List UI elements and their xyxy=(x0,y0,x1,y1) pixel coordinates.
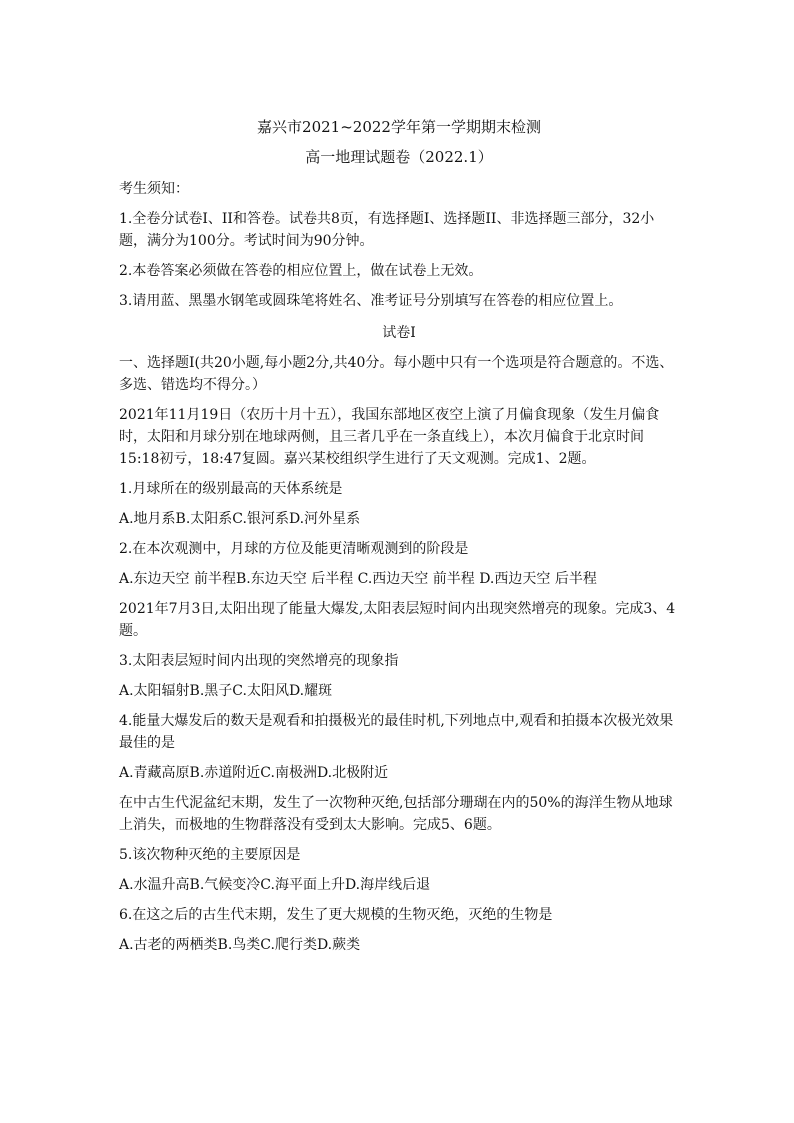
question-5-stem: 5.该次物种灭绝的主要原因是 xyxy=(119,847,301,863)
passage-1: 2021年11月19日（农历十月十五），我国东部地区夜空上演了月偏食现象（发生月偏食时，太阳和月球分别在地球两侧，且三者几乎在一条直线上），本次月偏食于北京时间15:18初亏，18:47复圆。嘉兴某校组织学生进行了天文观测。完成1、2题。 xyxy=(119,407,660,467)
question-3-stem: 3.太阳表层短时间内出现的突然增亮的现象指 xyxy=(119,653,399,669)
question-6-stem: 6.在这之后的古生代末期，发生了更大规模的生物灭绝，灭绝的生物是 xyxy=(119,907,553,923)
question-5-options: A.水温升高B.气候变冷C.海平面上升D.海岸线后退 xyxy=(119,877,431,893)
notice-item-2: 2.本卷答案必须做在答卷的相应位置上，做在试卷上无效。 xyxy=(119,263,483,279)
exam-subtitle: 高一地理试题卷（2022.1） xyxy=(305,148,493,166)
question-3-options: A.太阳辐射B.黑子C.太阳风D.耀斑 xyxy=(119,683,333,699)
question-4-options: A.青藏高原B.赤道附近C.南极洲D.北极附近 xyxy=(119,765,389,781)
notice-heading: 考生须知： xyxy=(119,181,189,197)
question-6-options: A.古老的两栖类B.鸟类C.爬行类D.蕨类 xyxy=(119,937,361,953)
passage-3: 在中古生代泥盆纪末期，发生了一次物种灭绝,包括部分珊瑚在内的50%的海洋生物从地球上消失，而极地的生物群落没有受到太大影响。完成5、6题。 xyxy=(119,795,673,833)
passage-2: 2021年7月3日,太阳出现了能量大爆发,太阳表层短时间内出现突然增亮的现象。完成3、4题。 xyxy=(119,601,676,639)
exam-content xyxy=(119,112,679,964)
question-1-options: A.地月系B.太阳系C.银河系D.河外星系 xyxy=(119,511,361,527)
question-4-stem: 4.能量大爆发后的数天是观看和拍摄极光的最佳时机,下列地点中,观看和拍摄本次极光效果最佳的是 xyxy=(119,713,674,751)
notice-item-3: 3.请用蓝、黑墨水钢笔或圆珠笔将姓名、准考证号分别填写在答卷的相应位置上。 xyxy=(119,293,623,309)
notice-item-1: 1.全卷分试卷I、II和答卷。试卷共8页，有选择题I、选择题II、非选择题三部分，32小题，满分为100分。考试时间为90分钟。 xyxy=(119,211,655,249)
exam-title: 嘉兴市2021~2022学年第一学期期末检测 xyxy=(257,118,541,136)
question-1-stem: 1.月球所在的级别最高的天体系统是 xyxy=(119,481,343,497)
question-2-stem: 2.在本次观测中，月球的方位及能更清晰观测到的阶段是 xyxy=(119,541,469,557)
section-title: 试卷I xyxy=(382,325,416,341)
section-instruction: 一、选择题I(共20小题,每小题2分,共40分。每小题中只有一个选项是符合题意的。不选、多选、错选均不得分。） xyxy=(119,355,674,393)
question-2-options: A.东边天空 前半程B.东边天空 后半程 C.西边天空 前半程 D.西边天空 后半程 xyxy=(119,571,597,587)
